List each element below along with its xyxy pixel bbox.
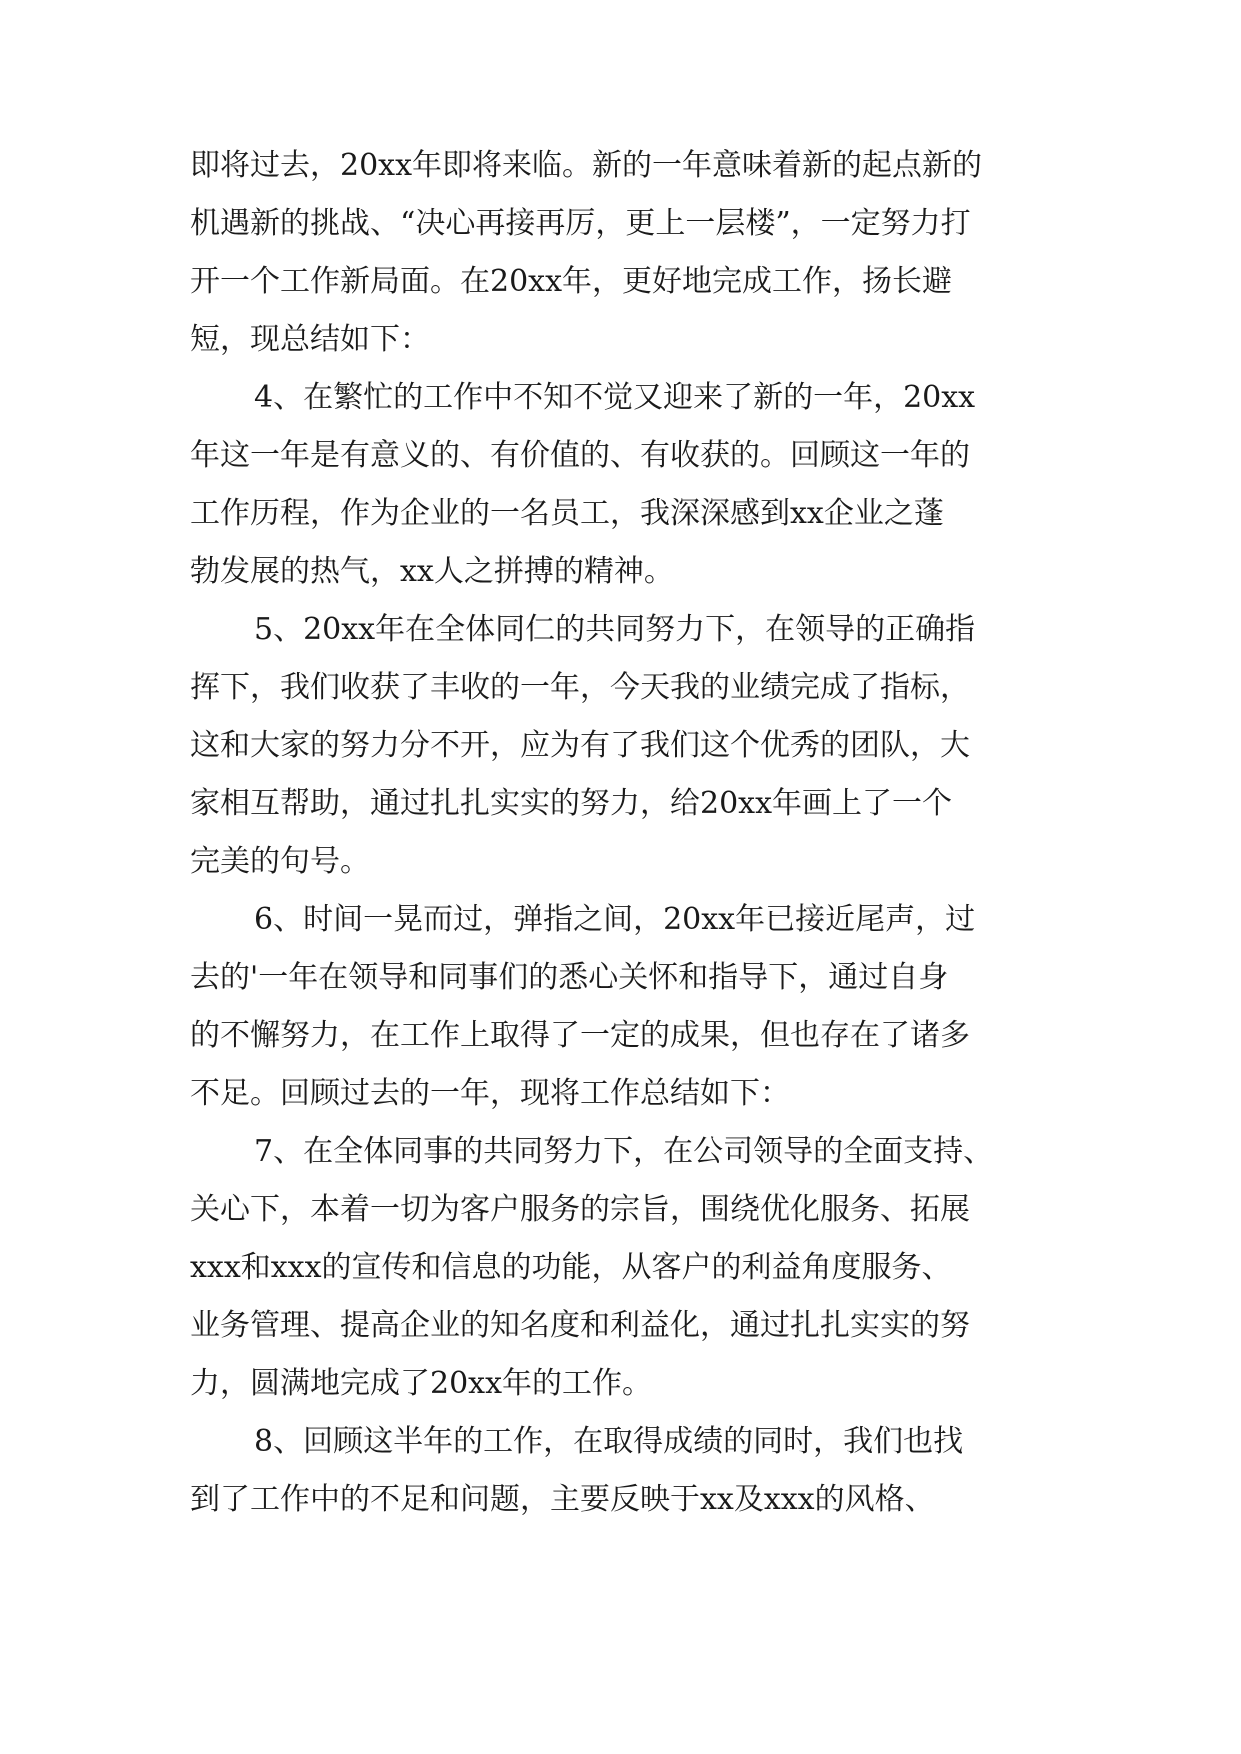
text-line: 的不懈努力，在工作上取得了一定的成果，但也存在了诸多 (190, 1018, 970, 1053)
paragraph-5-start: 5、20xx年在全体同仁的共同努力下，在领导的正确指 (254, 612, 976, 647)
text-line: 机遇新的挑战、“决心再接再厉，更上一层楼”，一定努力打 (190, 206, 971, 241)
text-line: 到了工作中的不足和问题，主要反映于xx及xxx的风格、 (190, 1482, 935, 1517)
text-line: xxx和xxx的宣传和信息的功能，从客户的利益角度服务、 (190, 1250, 952, 1285)
paragraph-8-start: 8、回顾这半年的工作，在取得成绩的同时，我们也找 (254, 1424, 964, 1459)
text-line: 家相互帮助，通过扎扎实实的努力，给20xx年画上了一个 (190, 786, 953, 821)
text-line: 关心下，本着一切为客户服务的宗旨，围绕优化服务、拓展 (190, 1192, 970, 1227)
text-line: 勃发展的热气，xx人之拼搏的精神。 (190, 554, 674, 589)
text-line: 业务管理、提高企业的知名度和利益化，通过扎扎实实的努 (190, 1308, 970, 1343)
paragraph-4-start: 4、在繁忙的工作中不知不觉又迎来了新的一年，20xx (254, 380, 976, 415)
text-line: 完美的句号。 (190, 844, 370, 879)
text-line: 这和大家的努力分不开，应为有了我们这个优秀的团队，大 (190, 728, 970, 763)
text-line: 工作历程，作为企业的一名员工，我深深感到xx企业之蓬 (190, 496, 944, 531)
text-line: 挥下，我们收获了丰收的一年，今天我的业绩完成了指标， (190, 670, 970, 705)
text-line: 即将过去，20xx年即将来临。新的一年意味着新的起点新的 (190, 148, 983, 183)
text-line: 去的'一年在领导和同事们的悉心关怀和指导下，通过自身 (190, 960, 949, 995)
text-line: 不足。回顾过去的一年，现将工作总结如下： (190, 1076, 790, 1111)
text-line: 开一个工作新局面。在20xx年，更好地完成工作，扬长避 (190, 264, 953, 299)
text-line: 年这一年是有意义的、有价值的、有收获的。回顾这一年的 (190, 438, 970, 473)
text-line: 短，现总结如下： (190, 322, 430, 357)
text-line: 力，圆满地完成了20xx年的工作。 (190, 1366, 653, 1401)
paragraph-6-start: 6、时间一晃而过，弹指之间，20xx年已接近尾声，过 (254, 902, 976, 937)
paragraph-7-start: 7、在全体同事的共同努力下，在公司领导的全面支持、 (254, 1134, 994, 1169)
